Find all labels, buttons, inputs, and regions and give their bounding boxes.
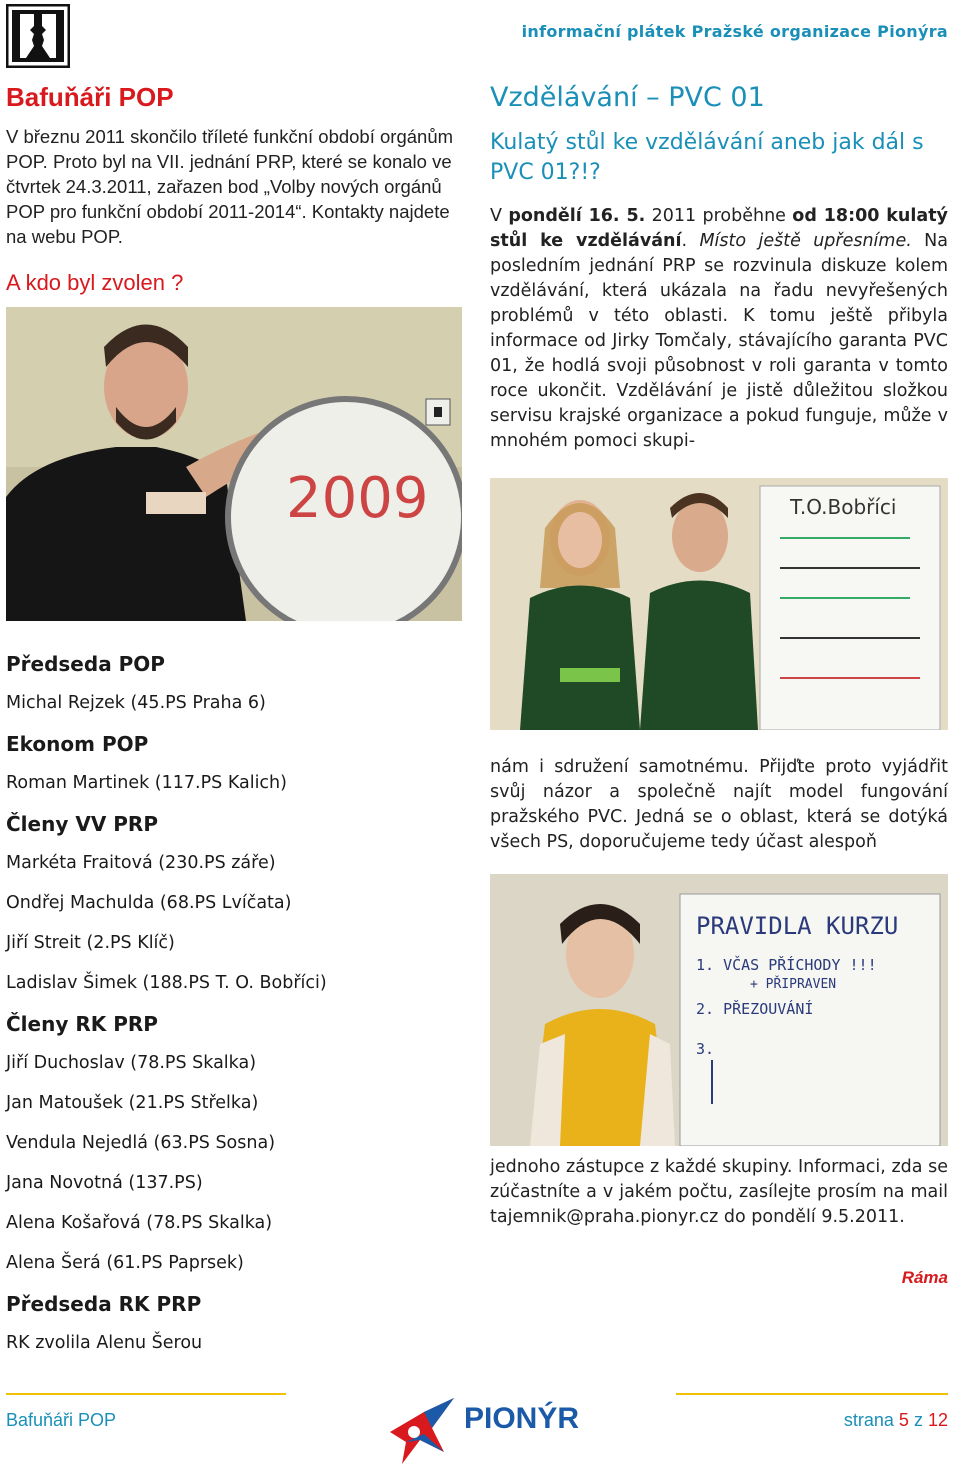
flipchart-item: 2. PŘEZOUVÁNÍ — [696, 1000, 814, 1018]
flipchart-title: PRAVIDLA KURZU — [696, 912, 899, 940]
page-total: 12 — [927, 1410, 948, 1430]
text-run-bold: od 18:00 kulatý stůl ke vzdělávání — [490, 206, 948, 251]
role-rk-members — [6, 1010, 466, 1290]
member-name: Jan Matoušek (21.PS Střelka) — [6, 1093, 259, 1113]
flipchart-item: 1. VČAS PŘÍCHODY !!! — [696, 956, 877, 974]
photo-chairman-with-drum — [6, 307, 462, 621]
role-title: Členy VV PRP — [6, 812, 158, 836]
page-current: 5 — [898, 1410, 909, 1430]
footer-section-name: Bafuňáři POP — [6, 1410, 117, 1430]
intro-paragraph: V březnu 2011 skončilo tříleté funkční období orgánům POP. Proto byl na VII. jednání PRP, které se konalo ve čtvrtek 24.3.2011, zařazen bod „Volby nových orgánů POP pro funkční období 2011-2014“. Kontakty najdete na webu POP. — [6, 126, 454, 247]
role-economist — [6, 730, 466, 810]
role-chairman — [6, 650, 466, 730]
drum-text: 2009 — [286, 466, 429, 531]
role-vv-members — [6, 810, 466, 1010]
page-label: strana — [843, 1410, 894, 1430]
role-title: Předseda POP — [6, 652, 165, 676]
member-name: Jiří Streit (2.PS Klíč) — [6, 933, 175, 953]
flipchart-item: 3. — [696, 1040, 715, 1058]
text-run: V — [490, 206, 509, 226]
role-title: Předseda RK PRP — [6, 1292, 202, 1316]
flipchart-item: + PŘIPRAVEN — [750, 977, 837, 992]
elected-question: A kdo byl zvolen ? — [6, 270, 184, 295]
member-name: Ondřej Machulda (68.PS Lvíčata) — [6, 893, 292, 913]
text-run-bold: pondělí 16. 5. — [508, 206, 646, 226]
member-name: Michal Rejzek (45.PS Praha 6) — [6, 693, 266, 713]
author-signature: Ráma — [901, 1268, 948, 1287]
whiteboard-title: T.O.Bobříci — [790, 495, 897, 519]
section-title-bafunari: Bafuňáři POP — [6, 82, 174, 112]
member-name: Ladislav Šimek (188.PS T. O. Bobříci) — [6, 973, 327, 993]
member-name: Jiří Duchoslav (78.PS Skalka) — [6, 1053, 257, 1073]
role-title: Ekonom POP — [6, 732, 149, 756]
article-subtitle: Kulatý stůl ke vzdělávání aneb jak dál s PVC 01?!? — [490, 130, 924, 185]
member-name: Alena Košařová (78.PS Skalka) — [6, 1213, 273, 1233]
member-name: Roman Martinek (117.PS Kalich) — [6, 773, 287, 793]
footer-rule-left — [6, 1393, 286, 1395]
photo-course-rules — [490, 874, 948, 1146]
member-name: RK zvolila Alenu Šerou — [6, 1333, 203, 1353]
article-paragraph-3: jednoho zástupce z každé skupiny. Informaci, zda se zúčastníte a v jakém počtu, zasílejte prosím na mail tajemnik@praha.pionyr.cz do pondělí 9.5.2011. — [490, 1157, 948, 1227]
member-name: Markéta Fraitová (230.PS záře) — [6, 853, 276, 873]
article-paragraph-2: nám i sdružení samotnému. Přijďte proto vyjádřit svůj názor a společně najít model fungování pražského PVC. Jedná se o oblast, která se dotýká všech PS, doporučujeme tedy účast alespoň — [490, 757, 948, 852]
text-run: . — [681, 231, 700, 251]
member-name: Jana Novotná (137.PS) — [6, 1173, 203, 1193]
page-indicator — [844, 1410, 948, 1431]
two-faces-logo-icon — [6, 4, 70, 68]
text-run-italic: Místo ještě upřesníme. — [699, 231, 912, 251]
article-paragraph-1 — [490, 204, 948, 454]
text-run: 2011 proběhne — [645, 206, 793, 226]
role-title: Členy RK PRP — [6, 1012, 158, 1036]
photo-two-instructors — [490, 478, 948, 730]
publication-title: informační plátek Pražské organizace Pionýra — [521, 22, 948, 41]
page-separator: z — [913, 1410, 923, 1430]
pionyr-brand-text: PIONÝR — [464, 1402, 580, 1435]
member-name: Vendula Nejedlá (63.PS Sosna) — [6, 1133, 276, 1153]
section-title-vzdelavani: Vzdělávání – PVC 01 — [490, 82, 765, 113]
member-name: Alena Šerá (61.PS Paprsek) — [6, 1253, 244, 1273]
elected-roster — [6, 650, 466, 1370]
text-run: Na posledním jednání PRP se rozvinula diskuze kolem vzdělávání, která ukázala na řadu nevyřešených problémů v této oblasti. K tomu ještě přibyla informace od Jirky Tomčaly, stávajícího garanta PVC 01, že hodlá svoji působnost v roli garanta v tomto roce ukončit. Vzdělávání je jistě důležitou složkou servisu krajské organizace a pokud funguje, může v mnohém pomoci skupi- — [490, 231, 948, 451]
role-rk-chairman — [6, 1290, 466, 1370]
footer-rule-right — [676, 1393, 948, 1395]
